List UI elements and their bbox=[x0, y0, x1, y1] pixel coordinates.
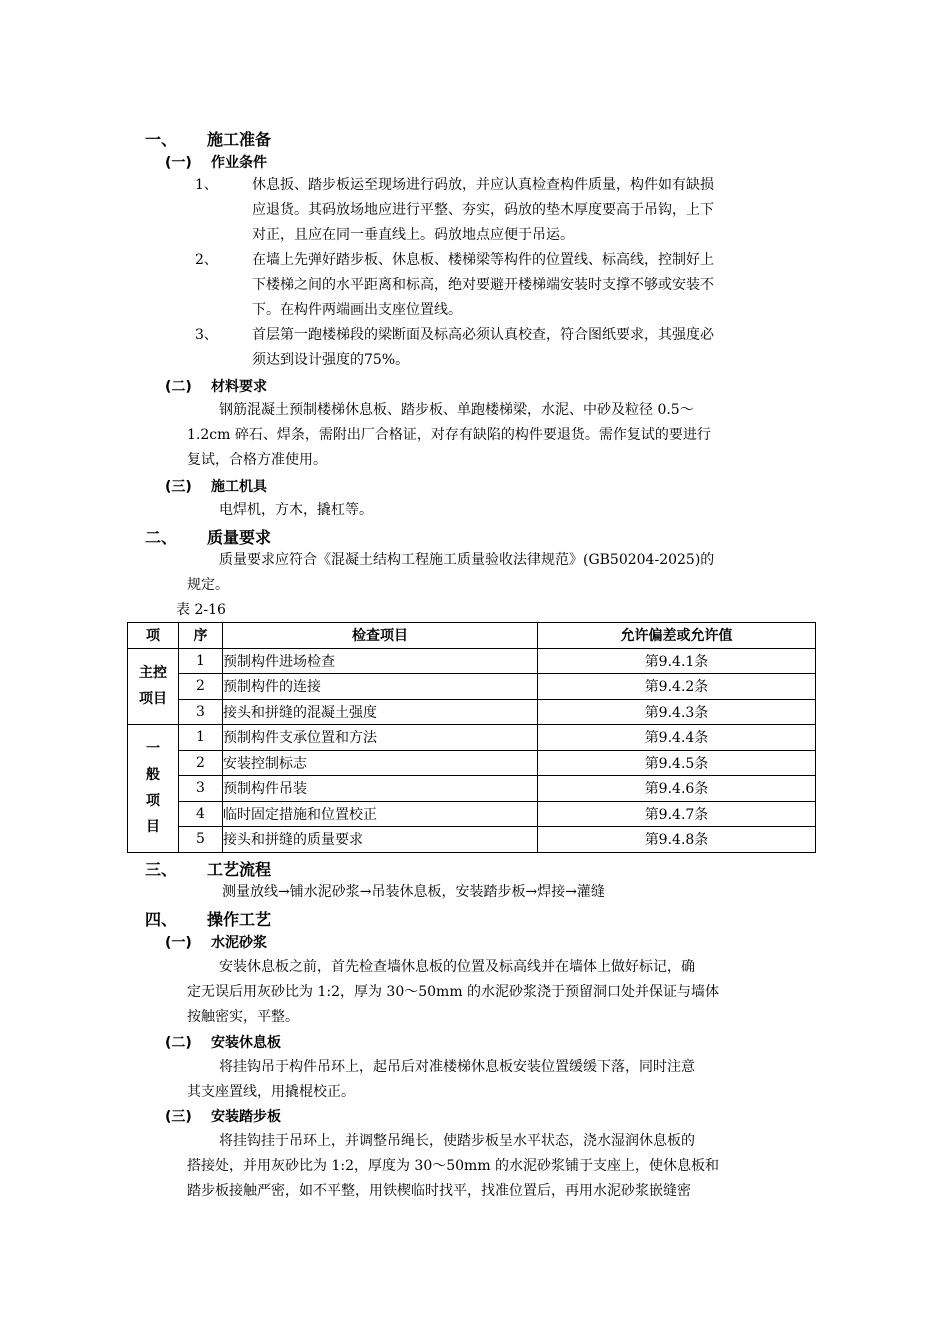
material-line: 钢筋混凝土预制楼梯休息板、踏步板、单跑楼梯梁，水泥、中砂及粒径 0.5～ bbox=[219, 402, 694, 418]
item-line: 休息扳、踏步板运至现场进行码放，并应认真检查构件质量，构件如有缺损 bbox=[252, 177, 714, 193]
cell-seq: 1 bbox=[179, 725, 223, 751]
tools-text: 电焊机，方木，撬杠等。 bbox=[219, 502, 373, 518]
subsection-4-1-title: 水泥砂浆 bbox=[211, 935, 267, 951]
cell-item: 接头和拼缝的质量要求 bbox=[223, 827, 538, 853]
subsection-1-2-title: 材料要求 bbox=[211, 379, 267, 395]
quality-line: 质量要求应符合《混凝土结构工程施工质量验收法律规范》(GB50204-2025)的 bbox=[219, 552, 715, 568]
subsection-1-3-title: 施工机具 bbox=[211, 479, 267, 495]
item-number: 1、 bbox=[195, 177, 218, 193]
table-header-row bbox=[128, 623, 816, 649]
quality-line: 规定。 bbox=[187, 577, 229, 593]
group-label-line: 主控 bbox=[139, 665, 167, 682]
subsection-4-1-number: (一) bbox=[165, 935, 192, 951]
item-number: 3、 bbox=[195, 327, 218, 343]
group-label-char: 项 bbox=[146, 793, 160, 810]
cell-seq: 2 bbox=[179, 674, 223, 700]
table-row bbox=[128, 699, 816, 725]
cell-seq: 3 bbox=[179, 699, 223, 725]
cell-value: 第9.4.2条 bbox=[538, 674, 816, 700]
quality-table bbox=[127, 622, 816, 853]
process-flow: 测量放线→铺水泥砂浆→吊装休息板，安装踏步板→焊接→灌缝 bbox=[222, 884, 605, 900]
header-seq: 序 bbox=[179, 623, 223, 649]
cell-item: 预制构件支承位置和方法 bbox=[223, 725, 538, 751]
table-row bbox=[128, 776, 816, 802]
item-line: 对正，且应在同一垂直线上。码放地点应便于吊运。 bbox=[252, 227, 574, 243]
table-row bbox=[128, 648, 816, 674]
subsection-4-3-title: 安装踏步板 bbox=[211, 1109, 281, 1125]
item-line: 在墙上先弹好踏步板、休息板、楼梯梁等构件的位置线、标高线，控制好上 bbox=[252, 252, 714, 268]
cell-item: 安装控制标志 bbox=[223, 750, 538, 776]
section-2-number: 二、 bbox=[145, 528, 178, 547]
subsection-1-1-number: (一) bbox=[165, 155, 192, 171]
subsection-1-2-number: (二) bbox=[165, 379, 192, 395]
table-row bbox=[128, 674, 816, 700]
cell-value: 第9.4.5条 bbox=[538, 750, 816, 776]
item-line: 须达到设计强度的75%。 bbox=[252, 352, 410, 368]
item-line: 应退货。其码放场地应进行平整、夯实，码放的垫木厚度要高于吊钩，上下 bbox=[252, 202, 714, 218]
cell-seq: 1 bbox=[179, 648, 223, 674]
item-line: 下楼梯之间的水平距离和标高，绝对要避开楼梯端安装时支撑不够或安装不 bbox=[252, 277, 714, 293]
mortar-line: 安装休息板之前，首先检查墙休息板的位置及标高线并在墙体上做好标记，确 bbox=[219, 959, 695, 975]
section-3-title: 工艺流程 bbox=[207, 860, 272, 879]
table-caption: 表 2-16 bbox=[176, 602, 226, 618]
cell-value: 第9.4.6条 bbox=[538, 776, 816, 802]
table-row bbox=[128, 827, 816, 853]
cell-seq: 2 bbox=[179, 750, 223, 776]
cell-item: 接头和拼缝的混凝土强度 bbox=[223, 699, 538, 725]
step-line: 踏步板接触严密，如不平整，用铁楔临时找平，找准位置后，再用水泥砂浆嵌缝密 bbox=[187, 1183, 691, 1199]
section-4-title: 操作工艺 bbox=[207, 910, 272, 929]
cell-value: 第9.4.3条 bbox=[538, 699, 816, 725]
item-line: 下。在构件两端画出支座位置线。 bbox=[252, 302, 462, 318]
table-row bbox=[128, 801, 816, 827]
rest-line: 将挂钩吊于构件吊环上，起吊后对准楼梯休息板安装位置缓缓下落，同时注意 bbox=[219, 1059, 695, 1075]
cell-value: 第9.4.1条 bbox=[538, 648, 816, 674]
cell-seq: 5 bbox=[179, 827, 223, 853]
section-1-title: 施工准备 bbox=[207, 130, 272, 149]
subsection-4-3-number: (三) bbox=[165, 1109, 192, 1125]
material-line: 1.2cm 碎石、焊条，需附出厂合格证，对存有缺陷的构件要退货。需作复试的要进行 bbox=[187, 427, 711, 443]
rest-line: 其支座置线，用撬棍校正。 bbox=[187, 1084, 355, 1100]
group-label-char: 目 bbox=[146, 819, 160, 836]
table-row bbox=[128, 750, 816, 776]
header-category: 项 bbox=[128, 623, 179, 649]
group-main-control bbox=[128, 648, 179, 725]
subsection-1-3-number: (三) bbox=[165, 479, 192, 495]
group-general bbox=[128, 725, 179, 853]
group-label-char: 般 bbox=[146, 767, 160, 784]
cell-item: 预制构件的连接 bbox=[223, 674, 538, 700]
cell-seq: 4 bbox=[179, 801, 223, 827]
subsection-4-2-number: (二) bbox=[165, 1035, 192, 1051]
subsection-4-2-title: 安装休息板 bbox=[211, 1035, 281, 1051]
table-row bbox=[128, 725, 816, 751]
mortar-line: 定无误后用灰砂比为 1:2，厚为 30～50mm 的水泥砂浆浇于预留洞口处并保证与墙体 bbox=[187, 984, 720, 1000]
section-3-number: 三、 bbox=[145, 860, 178, 879]
step-line: 搭接处，并用灰砂比为 1:2，厚度为 30～50mm 的水泥砂浆铺于支座上，使休息板和 bbox=[187, 1158, 720, 1174]
section-1-number: 一、 bbox=[145, 130, 178, 149]
cell-item: 临时固定措施和位置校正 bbox=[223, 801, 538, 827]
header-value: 允许偏差或允许值 bbox=[538, 623, 816, 649]
step-line: 将挂钩挂于吊环上，并调整吊绳长，使踏步板呈水平状态，浇水湿润休息板的 bbox=[219, 1133, 695, 1149]
cell-value: 第9.4.4条 bbox=[538, 725, 816, 751]
subsection-1-1-title: 作业条件 bbox=[211, 155, 267, 171]
cell-seq: 3 bbox=[179, 776, 223, 802]
header-item: 检查项目 bbox=[223, 623, 538, 649]
cell-value: 第9.4.8条 bbox=[538, 827, 816, 853]
mortar-line: 按触密实，平整。 bbox=[187, 1009, 299, 1025]
cell-item: 预制构件吊装 bbox=[223, 776, 538, 802]
item-line: 首层第一跑楼梯段的梁断面及标高必须认真校查，符合图纸要求，其强度必 bbox=[252, 327, 714, 343]
group-label-char: 一 bbox=[146, 741, 160, 758]
cell-item: 预制构件进场检查 bbox=[223, 648, 538, 674]
section-4-number: 四、 bbox=[145, 910, 178, 929]
material-line: 复试，合格方准使用。 bbox=[187, 452, 327, 468]
group-label-line: 项目 bbox=[139, 691, 167, 708]
item-number: 2、 bbox=[195, 252, 218, 268]
cell-value: 第9.4.7条 bbox=[538, 801, 816, 827]
section-2-title: 质量要求 bbox=[207, 528, 272, 547]
